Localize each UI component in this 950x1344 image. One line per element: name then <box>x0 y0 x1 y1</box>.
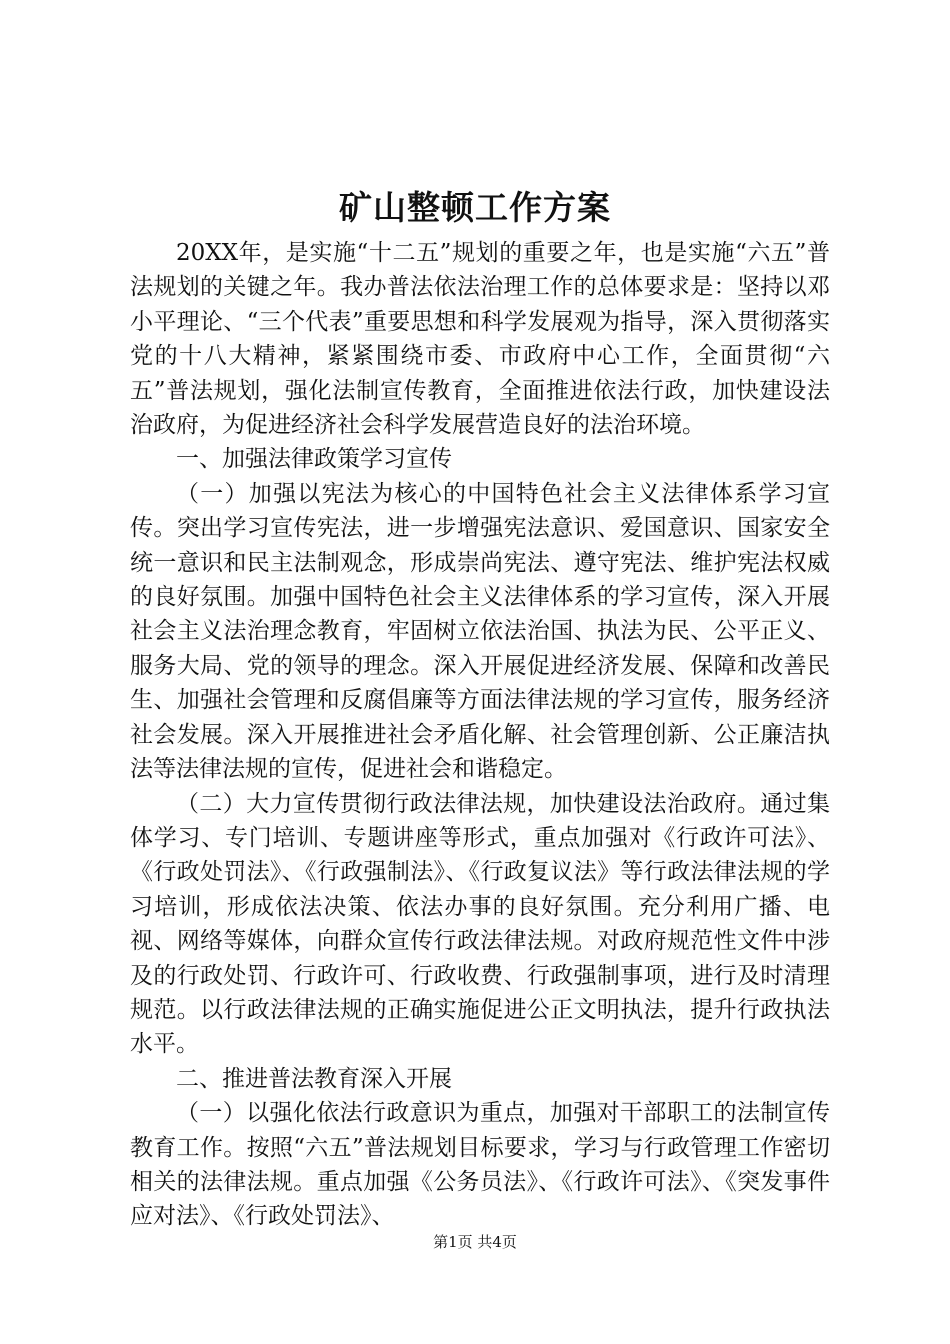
document-title: 矿山整顿工作方案 <box>339 188 611 227</box>
paragraph-2-1: （一）以强化依法行政意识为重点，加强对干部职工的法制宣传教育工作。按照“六五”普法规划目标要求，学习与行政管理工作密切相关的法律法规。重点加强《公务员法》、《行政许可法》、《突发事件应对法》、《行政处罚法》、 <box>130 1100 830 1230</box>
paragraph-1-2: （二）大力宣传贯彻行政法律法规，加快建设法治政府。通过集体学习、专门培训、专题讲座等形式，重点加强对《行政许可法》、《行政处罚法》、《行政强制法》、《行政复议法》等行政法律法规的学习培训，形成依法决策、依法办事的良好氛围。充分利用广播、电视、网络等媒体，向群众宣传行政法律法规。对政府规范性文件中涉及的行政处罚、行政许可、行政收费、行政强制事项，进行及时清理规范。以行政法律法规的正确实施促进公正文明执法，提升行政执法水平。 <box>130 790 830 1058</box>
section-heading-2: 二、推进普法教育深入开展 <box>176 1065 452 1092</box>
page-number-footer: 第1页 共4页 <box>433 1233 517 1251</box>
document-body <box>130 236 830 1234</box>
paragraph-intro: 20XX年，是实施“十二五”规划的重要之年，也是实施“六五”普法规划的关键之年。我办普法依法治理工作的总体要求是：坚持以邓小平理论、“三个代表”重要思想和科学发展观为指导，深入贯彻落实党的十八大精神，紧紧围绕市委、市政府中心工作，全面贯彻“六五”普法规划，强化法制宣传教育，全面推进依法行政，加快建设法治政府，为促进经济社会科学发展营造良好的法治环境。 <box>130 240 830 439</box>
section-heading-1: 一、加强法律政策学习宣传 <box>176 446 452 473</box>
paragraph-1-1: （一）加强以宪法为核心的中国特色社会主义法律体系学习宣传。突出学习宣传宪法，进一步增强宪法意识、爱国意识、国家安全统一意识和民主法制观念，形成崇尚宪法、遵守宪法、维护宪法权威的良好氛围。加强中国特色社会主义法律体系的学习宣传，深入开展社会主义法治理念教育，牢固树立依法治国、执法为民、公平正义、服务大局、党的领导的理念。深入开展促进经济发展、保障和改善民生、加强社会管理和反腐倡廉等方面法律法规的学习宣传，服务经济社会发展。深入开展推进社会矛盾化解、社会管理创新、公正廉洁执法等法律法规的宣传，促进社会和谐稳定。 <box>130 480 830 783</box>
